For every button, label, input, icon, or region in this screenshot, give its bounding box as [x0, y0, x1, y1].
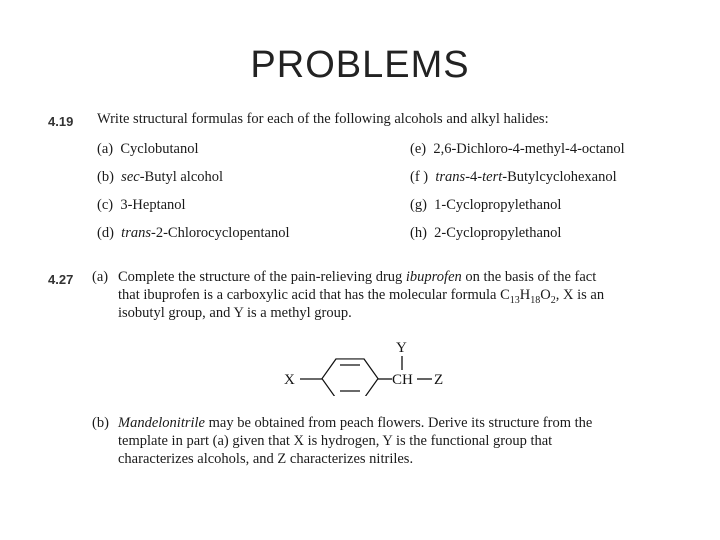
item-h: (h) 2-Cyclopropylethanol	[410, 225, 562, 241]
substituent-z-label: Z	[434, 372, 444, 388]
item-a: (a) Cyclobutanol	[97, 141, 199, 157]
part-a-line-2: that ibuprofen is a carboxylic acid that has the molecular formula $C_{13}H_{18}O_2$, X is an	[118, 287, 605, 306]
part-b-line-2: template in part (a) given that X is hydrogen, Y is the functional group that	[118, 433, 553, 449]
substituent-x-label: X	[284, 372, 295, 388]
part-b-line-1: Mandelonitrile may be obtained from peach flowers. Derive its structure from the	[118, 415, 593, 431]
part-a-line-3: isobutyl group, and Y is a methyl group.	[118, 305, 352, 321]
part-a-line-1: Complete the structure of the pain-relieving drug ibuprofen on the basis of the fact	[118, 269, 597, 285]
item-b: (b) sec-Butyl alcohol	[97, 169, 224, 185]
item-d: (d) trans-2-Chlorocyclopentanol	[97, 225, 290, 241]
substituent-y-label: Y	[396, 340, 407, 356]
part-a-label: (a)	[92, 269, 109, 285]
item-f: (f ) trans-4-tert-Butylcyclohexanol	[410, 169, 617, 185]
problem-4-19-prompt: Write structural formulas for each of the following alcohols and alkyl halides:	[97, 111, 549, 127]
problem-number-4-27: 4.27	[48, 272, 74, 287]
item-e: (e) 2,6-Dichloro-4-methyl-4-octanol	[410, 141, 625, 157]
item-c: (c) 3-Heptanol	[97, 197, 186, 213]
item-g: (g) 1-Cyclopropylethanol	[410, 197, 562, 213]
structure-diagram	[280, 336, 460, 401]
ch-label: CH	[392, 372, 413, 388]
problem-number-4-19: 4.19	[48, 114, 74, 129]
page-title: PROBLEMS	[250, 44, 470, 86]
part-b-label: (b)	[92, 415, 109, 431]
part-b-line-3: characterizes alcohols, and Z characterizes nitriles.	[118, 451, 414, 467]
